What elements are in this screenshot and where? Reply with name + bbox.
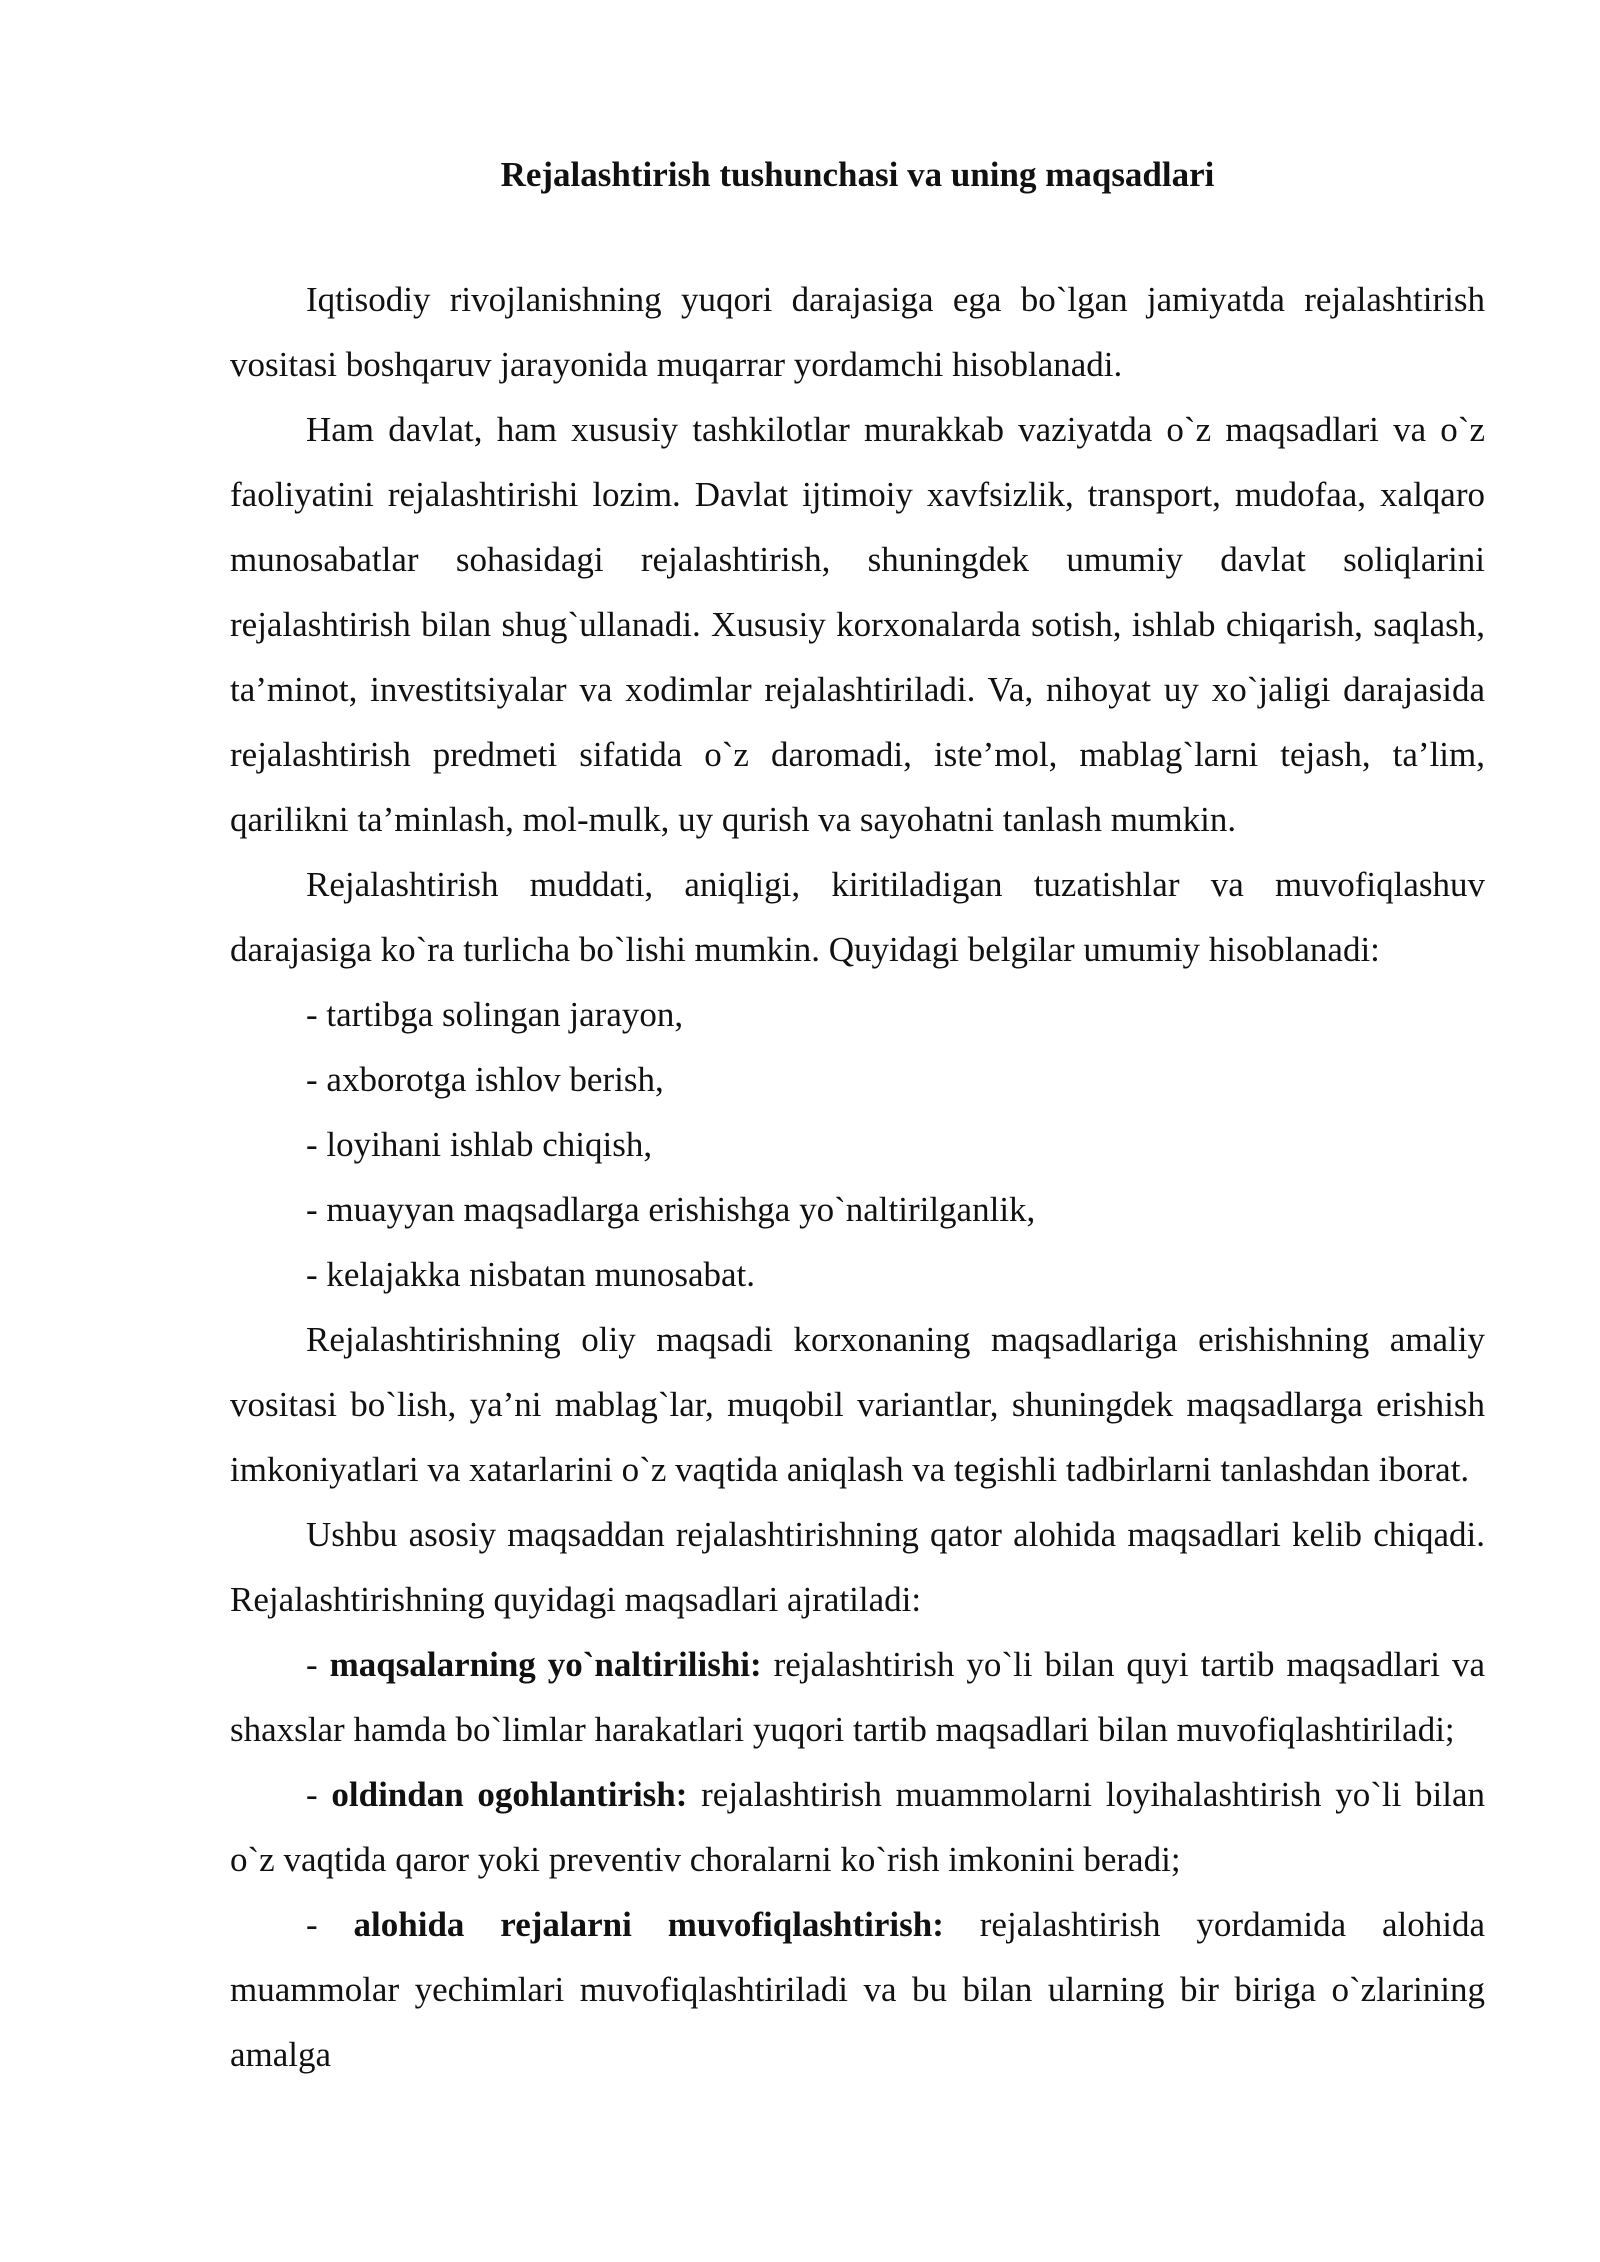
paragraph-5: Ushbu asosiy maqsaddan rejalashtirishning qator alohida maqsadlari kelib chiqadi. Rejalashtirishning quyidagi maqsadlari ajratiladi: <box>230 1515 1485 1619</box>
list-item: - loyihani ishlab chiqish, <box>306 1125 653 1164</box>
goal-prefix: - <box>306 1645 330 1684</box>
paragraph-4: Rejalashtirishning oliy maqsadi korxonaning maqsadlariga erishishning amaliy vositasi bo`lish, ya’ni mablag`lar, muqobil variantlar, shuningdek maqsadlarga erishish imkoniyatlari va xatarlarini o`z vaqtida aniqlash va tegishli tadbirlarni tanlashdan iborat. <box>230 1320 1485 1489</box>
list-item: - muayyan maqsadlarga erishishga yo`naltirilganlik, <box>306 1190 1036 1229</box>
goal-prefix: - <box>306 1905 354 1944</box>
paragraph-1: Iqtisodiy rivojlanishning yuqori darajasiga ega bo`lgan jamiyatda rejalashtirish vositasi boshqaruv jarayonida muqarrar yordamchi hisoblanadi. <box>230 280 1485 384</box>
document-page <box>230 150 1485 2087</box>
goal-text: rejalashtirish yordamida alohida muammolar yechimlari muvofiqlashtiriladi va bu bilan ularning bir biriga o`zlarining amalga <box>230 1905 1486 2074</box>
goal-item <box>230 1892 1485 2087</box>
goal-text: rejalashtirish yo`li bilan quyi tartib maqsadlari va shaxslar hamda bo`limlar harakatlari yuqori tartib maqsadlari bilan muvofiqlashtiriladi; <box>230 1645 1486 1749</box>
goal-text: rejalashtirish muammolarni loyihalashtirish yo`li bilan o`z vaqtida qaror yoki preventiv choralarni ko`rish imkonini beradi; <box>230 1775 1486 1879</box>
list-item: - kelajakka nisbatan munosabat. <box>306 1255 756 1294</box>
paragraph-2: Ham davlat, ham xususiy tashkilotlar murakkab vaziyatda o`z maqsadlari va o`z faoliyatini rejalashtirishi lozim. Davlat ijtimoiy xavfsizlik, transport, mudofaa, xalqaro munosabatlar sohasidagi rejalashtirish, shuningdek umumiy davlat soliqlarini rejalashtirish bilan shug`ullanadi. Xususiy korxonalarda sotish, ishlab chiqarish, saqlash, ta’minot, investitsiyalar va xodimlar rejalashtiriladi. Va, nihoyat uy xo`jaligi darajasida rejalashtirish predmeti sifatida o`z daromadi, iste’mol, mablag`larni tejash, ta’lim, qarilikni ta’minlash, mol-mulk, uy qurish va sayohatni tanlash mumkin. <box>230 410 1485 839</box>
list-item: - tartibga solingan jarayon, <box>306 995 684 1034</box>
goal-term: oldindan ogohlantirish: <box>331 1775 688 1814</box>
goal-item <box>230 1632 1485 1762</box>
goal-item <box>230 1762 1485 1892</box>
list-item: - axborotga ishlov berish, <box>306 1060 664 1099</box>
document-title: Rejalashtirish tushunchasi va uning maqsadlari <box>500 155 1215 194</box>
goal-term: alohida rejalarni muvofiqlashtirish: <box>353 1905 944 1944</box>
goal-term: maqsalarning yo`naltirilishi: <box>329 1645 762 1684</box>
paragraph-3: Rejalashtirish muddati, aniqligi, kiritiladigan tuzatishlar va muvofiqlashuv darajasiga ko`ra turlicha bo`lishi mumkin. Quyidagi belgilar umumiy hisoblanadi: <box>230 865 1485 969</box>
goal-prefix: - <box>306 1775 332 1814</box>
